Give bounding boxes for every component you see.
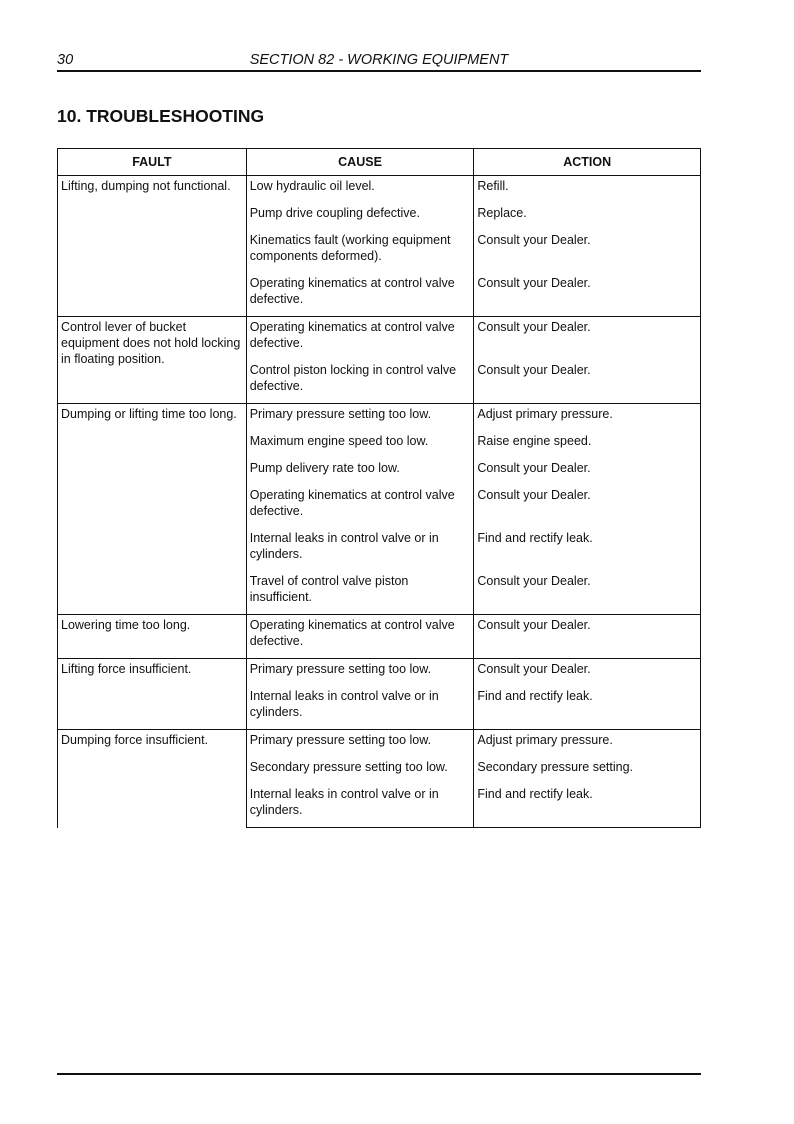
troubleshooting-table bbox=[57, 148, 701, 828]
fault-cell: Control lever of bucket equipment does not hold locking in floating position. bbox=[58, 317, 247, 404]
fault-cell: Dumping or lifting time too long. bbox=[58, 404, 247, 615]
action-cell: Consult your Dealer. bbox=[474, 317, 701, 361]
cause-cell: Secondary pressure setting too low. bbox=[246, 757, 474, 784]
cause-cell: Internal leaks in control valve or in cylinders. bbox=[246, 686, 474, 730]
action-cell: Raise engine speed. bbox=[474, 431, 701, 458]
table-row bbox=[58, 176, 701, 204]
page-header bbox=[57, 50, 701, 72]
table-header-row bbox=[58, 149, 701, 176]
cause-cell: Internal leaks in control valve or in cylinders. bbox=[246, 784, 474, 828]
action-cell: Adjust primary pressure. bbox=[474, 730, 701, 758]
action-cell: Consult your Dealer. bbox=[474, 615, 701, 659]
table-row bbox=[58, 317, 701, 361]
cause-cell: Pump drive coupling defective. bbox=[246, 203, 474, 230]
cause-cell: Pump delivery rate too low. bbox=[246, 458, 474, 485]
cause-cell: Internal leaks in control valve or in cylinders. bbox=[246, 528, 474, 571]
table-row bbox=[58, 615, 701, 659]
cause-cell: Operating kinematics at control valve defective. bbox=[246, 273, 474, 317]
cause-cell: Control piston locking in control valve defective. bbox=[246, 360, 474, 404]
cause-cell: Travel of control valve piston insufficient. bbox=[246, 571, 474, 615]
column-header-fault: FAULT bbox=[58, 149, 247, 176]
action-cell: Secondary pressure setting. bbox=[474, 757, 701, 784]
cause-cell: Kinematics fault (working equipment components deformed). bbox=[246, 230, 474, 273]
fault-cell: Lifting, dumping not functional. bbox=[58, 176, 247, 317]
cause-cell: Operating kinematics at control valve defective. bbox=[246, 485, 474, 528]
table-body bbox=[58, 176, 701, 828]
action-cell: Find and rectify leak. bbox=[474, 528, 701, 571]
fault-cell: Lowering time too long. bbox=[58, 615, 247, 659]
action-cell: Find and rectify leak. bbox=[474, 784, 701, 828]
cause-cell: Operating kinematics at control valve defective. bbox=[246, 317, 474, 361]
cause-cell: Primary pressure setting too low. bbox=[246, 730, 474, 758]
column-header-cause: CAUSE bbox=[246, 149, 474, 176]
action-cell: Refill. bbox=[474, 176, 701, 204]
action-cell: Consult your Dealer. bbox=[474, 230, 701, 273]
action-cell: Replace. bbox=[474, 203, 701, 230]
fault-cell: Dumping force insufficient. bbox=[58, 730, 247, 828]
action-cell: Consult your Dealer. bbox=[474, 273, 701, 317]
table-row bbox=[58, 730, 701, 758]
table-row bbox=[58, 404, 701, 432]
action-cell: Find and rectify leak. bbox=[474, 686, 701, 730]
action-cell: Consult your Dealer. bbox=[474, 659, 701, 687]
cause-cell: Primary pressure setting too low. bbox=[246, 404, 474, 432]
action-cell: Adjust primary pressure. bbox=[474, 404, 701, 432]
action-cell: Consult your Dealer. bbox=[474, 571, 701, 615]
action-cell: Consult your Dealer. bbox=[474, 458, 701, 485]
cause-cell: Operating kinematics at control valve defective. bbox=[246, 615, 474, 659]
section-title: SECTION 82 - WORKING EQUIPMENT bbox=[249, 52, 509, 68]
action-cell: Consult your Dealer. bbox=[474, 360, 701, 404]
page-heading: 10. TROUBLESHOOTING bbox=[57, 106, 265, 126]
column-header-action: ACTION bbox=[474, 149, 701, 176]
cause-cell: Low hydraulic oil level. bbox=[246, 176, 474, 204]
table-row bbox=[58, 659, 701, 687]
fault-cell: Lifting force insufficient. bbox=[58, 659, 247, 730]
page-number: 30 bbox=[57, 52, 74, 68]
cause-cell: Maximum engine speed too low. bbox=[246, 431, 474, 458]
action-cell: Consult your Dealer. bbox=[474, 485, 701, 528]
footer-rule bbox=[57, 1073, 701, 1075]
cause-cell: Primary pressure setting too low. bbox=[246, 659, 474, 687]
